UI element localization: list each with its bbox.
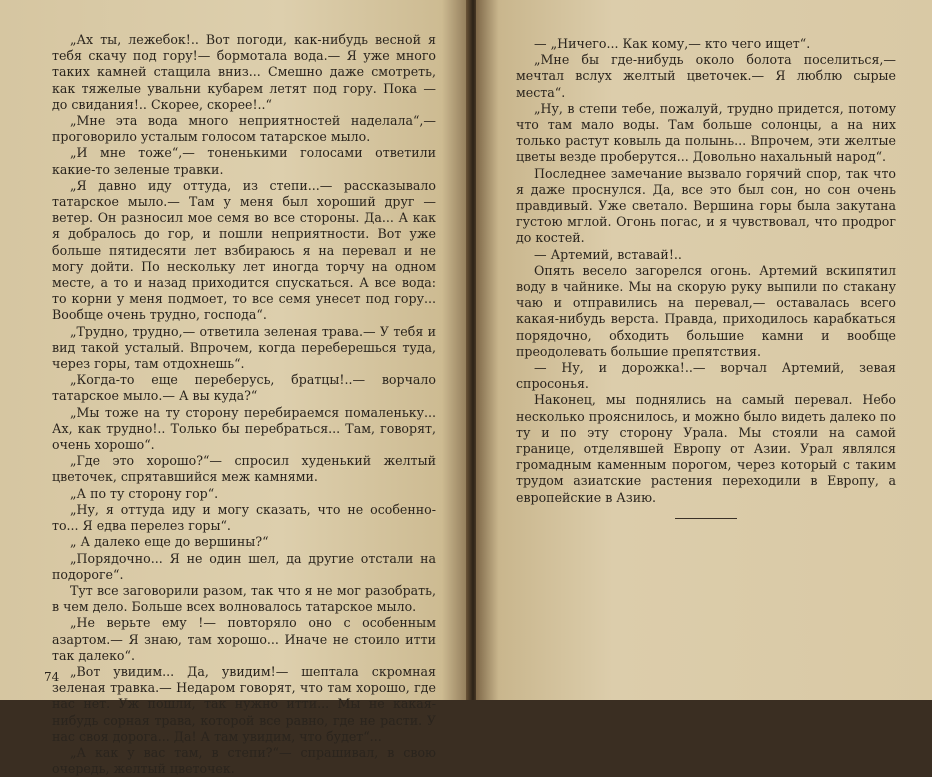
paragraph: „Трудно, трудно,— ответила зеленая травa.— У тебя и вид такой усталый. Впрочем, когда переберешься туда, через горы, там отдохнешь“. [52, 323, 436, 372]
paragraph: „Я давно иду оттуда, из степи...— рассказывало татарское мыло.— Там у меня был хороший друг — ветер. Он разносил мое семя во все стороны. Да... А как я добралось до гор, и пошли неприятности. Вот уже больше пятидесяти лет взбираюсь я на перевал и не могу дойти. По нескольку лет иногда торчу на одном месте, а то и назад приходится спускаться. А все вода: то корни у меня подмоет, то все семя унесет под гору... Вообще очень трудно, господа“. [52, 177, 436, 323]
paragraph: Последнее замечание вызвало горячий спор, так что я даже проснулся. Да, все это был сон, но сон очень правдивый. Уже светало. Вершина горы была закутана густою мглой. Огонь погас, и я чувствовал, что продрог до костей. [516, 165, 896, 246]
right-page [476, 0, 932, 700]
paragraph: „Когда-то еще переберусь, братцы!..— ворчало татарское мыло.— А вы куда?“ [52, 372, 436, 404]
paragraph: „А как у вас там, в степи?“— спрашивал, в свою очередь, желтый цветочек. [52, 744, 436, 777]
paragraph: „Порядочно... Я не один шел, да другие отстали на подороге“. [52, 550, 436, 582]
paragraph: „А по ту сторону гор“. [70, 485, 219, 501]
page-number: 74 [44, 670, 60, 684]
paragraph: Тут все заговорили разом, так что я не мог разобрать, в чем дело. Больше всех волновалось татарское мыло. [52, 582, 436, 615]
paragraph: „Мы тоже на ту сторону перебираемся помаленьку... Ах, как трудно!.. Только бы перебраться... Там, говорят, очень хорошо“. [52, 404, 436, 453]
paragraph: „Мне бы где-нибудь около болота поселиться,— мечтал вслух желтый цветочек.— Я люблю сырые места“. [516, 52, 896, 100]
paragraph: — Ну, и дорожка!..— ворчал Артемий, зевая спросонья. [516, 360, 896, 392]
paragraph: „Мне эта вода много неприятностей наделала“,—проговорило усталым голосом татарское мыло. [52, 113, 436, 145]
paragraph: „Ну, в степи тебе, пожалуй, трудно придется, потому что там мало воды. Там больше солонцы, а на них только растут ковыль да полынь... Впрочем, эти желтые цветы везде проберутся... Довольно нахальный народ“. [516, 100, 896, 165]
paragraph: „Ах ты, лежебок!.. Вот погоди, как-нибудь весной я тебя скачу под гору!— бормотала вода.— Я уже много таких камней стащила вниз... Смешно даже смотреть, как тяжелые увальни кубарем летят под гору. Пока — до свидания!.. Скорее, скорее!..“ [52, 32, 436, 112]
section-divider [675, 518, 737, 519]
paragraph: Опять весело загорелся огонь. Артемий вскипятил воду в чайнике. Мы на скорую руку выпили по стакану чаю и отправились на перевал,— оставалась всего какая-нибудь верста. Правда, приходилось карабкаться порядочно, обходить большие камни и вообще преодолевать большие препятствия. [516, 262, 896, 359]
paragraph: — „Ничего... Как кому,— кто чего ищет“. [534, 36, 811, 51]
paragraph: — Артемий, вставай!.. [534, 246, 682, 262]
paragraph: „И мне тоже“,— тоненькими голосами ответили какие-то зеленые травки. [52, 145, 436, 177]
paragraph: Наконец, мы поднялись на самый перевал. Небо несколько прояснилось, и можно было видеть далеко по ту и по эту сторону Урала. Мы стояли на самой границе, отделявшей Европу от Азии. Урал являлся громадным каменным порогом, через который с таким трудом азиатские растения переходили в Европу, а европейские в Азию. [516, 392, 896, 505]
paragraph: „Вот увидим... Да, увидим!— шептала скромная зеленая травка.— Недаром говорят, что там хорошо, где нас нет. Уж пошли, так нужно итти... Мы не какая-нибудь сорная трава, которой все равно, где не расти. У нас своя дорога... Да! А там увидим, что будет“... [52, 663, 436, 744]
paragraph: „Где это хорошо?“— спросил худенький желтый цветочек, спрятавшийся меж камнями. [52, 453, 436, 485]
paragraph: „Не верьте ему !— повторяло оно с особенным азартом.— Я знаю, там хорошо... Иначе не стоило итти так далеко“. [52, 615, 436, 663]
right-page-text [516, 36, 896, 519]
paragraph: „Ну, я оттуда иду и могу сказать, что не особенно-то... Я едва перелез горы“. [52, 501, 436, 534]
left-page-text [52, 32, 436, 777]
paragraph: „ А далеко еще до вершины?“ [70, 534, 269, 550]
